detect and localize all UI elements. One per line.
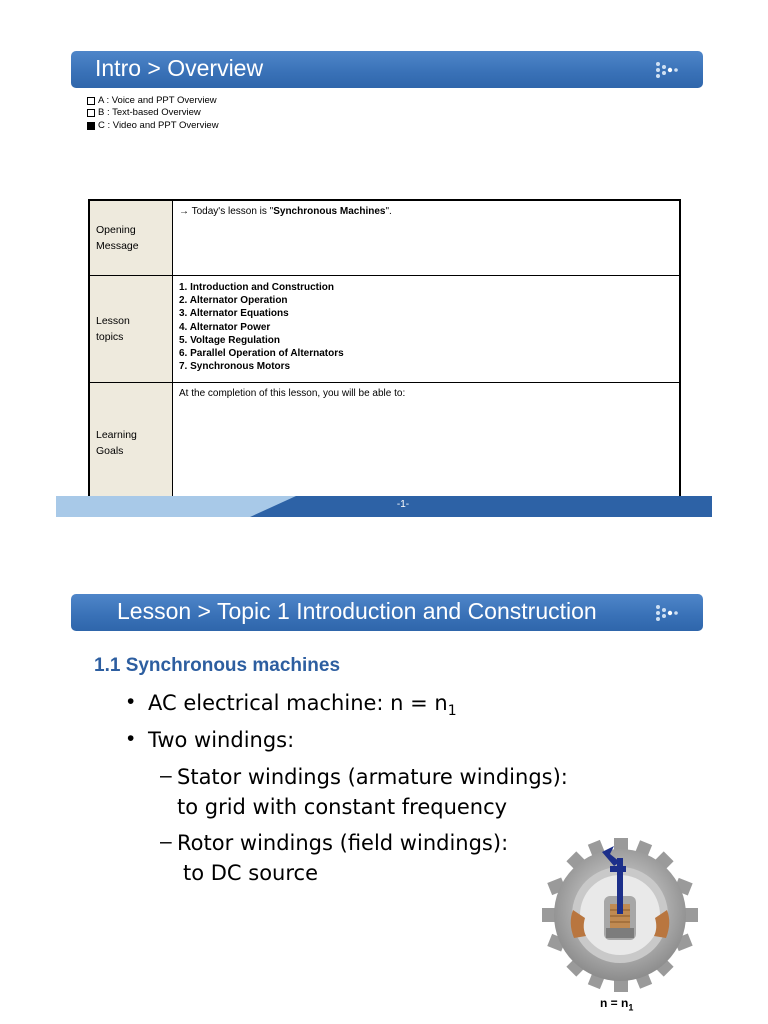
topic-item: 7. Synchronous Motors (179, 361, 291, 373)
bullet-dot: • (127, 727, 135, 750)
slide1-header (71, 51, 703, 88)
slide2-header (71, 594, 703, 631)
checkbox-c[interactable] (87, 122, 95, 130)
dots-icon (655, 61, 681, 79)
bullet-dot: • (127, 690, 135, 713)
option-b-label: B : Text-based Overview (98, 107, 201, 119)
section-heading: 1.1 Synchronous machines (94, 655, 341, 676)
dash-marker: – (160, 764, 172, 787)
option-a-label: A : Voice and PPT Overview (98, 95, 217, 106)
checkbox-b[interactable] (87, 109, 95, 117)
page-number: -1- (396, 499, 410, 510)
lesson-table (88, 199, 681, 504)
goals-row (89, 383, 680, 504)
stator-windings-line2: to grid with constant frequency (177, 795, 508, 819)
machine-caption: $n = n_1$ (600, 996, 634, 1013)
slide2-title: Lesson > Topic 1 Introduction and Construction (117, 598, 597, 624)
stator-windings-line1: Stator windings (armature windings): (177, 765, 568, 789)
option-c-label: C : Video and PPT Overview (98, 119, 219, 131)
checkbox-a[interactable] (87, 97, 95, 105)
option-b[interactable] (87, 107, 219, 119)
goals-text: At the completion of this lesson, you will be able to: (173, 383, 681, 504)
synchronous-machine-illustration (540, 838, 700, 992)
topic-item: 2. Alternator Operation (179, 295, 288, 307)
rotor-windings-line1: Rotor windings (field windings): (177, 831, 509, 855)
opening-message: → Today's lesson is "Synchronous Machines". (173, 200, 681, 276)
dots-icon (655, 604, 681, 622)
overview-options (87, 95, 219, 132)
option-a[interactable] (87, 95, 219, 107)
topic-item: 6. Parallel Operation of Alternators (179, 348, 344, 360)
footer-accent (56, 496, 296, 517)
slide1-title: Intro > Overview (95, 55, 264, 81)
topic-item: 4. Alternator Power (179, 321, 271, 333)
topics-list (179, 281, 673, 373)
topics-row (89, 276, 680, 383)
opening-label: Opening Message (89, 200, 173, 276)
rotor-windings-line2: to DC source (183, 861, 319, 885)
option-c[interactable] (87, 120, 219, 132)
bullet-ac-machine: AC electrical machine: $n = n_1$ (148, 691, 457, 720)
topics-label: Lesson topics (89, 276, 173, 383)
topic-item: 3. Alternator Equations (179, 308, 289, 320)
opening-row (89, 200, 680, 276)
bullet-two-windings: Two windings: (148, 728, 295, 752)
topics-list-cell (173, 276, 681, 383)
dash-marker: – (160, 830, 172, 853)
topic-item: 5. Voltage Regulation (179, 334, 280, 346)
topic-item: 1. Introduction and Construction (179, 282, 334, 293)
goals-label: Learning Goals (89, 383, 173, 504)
